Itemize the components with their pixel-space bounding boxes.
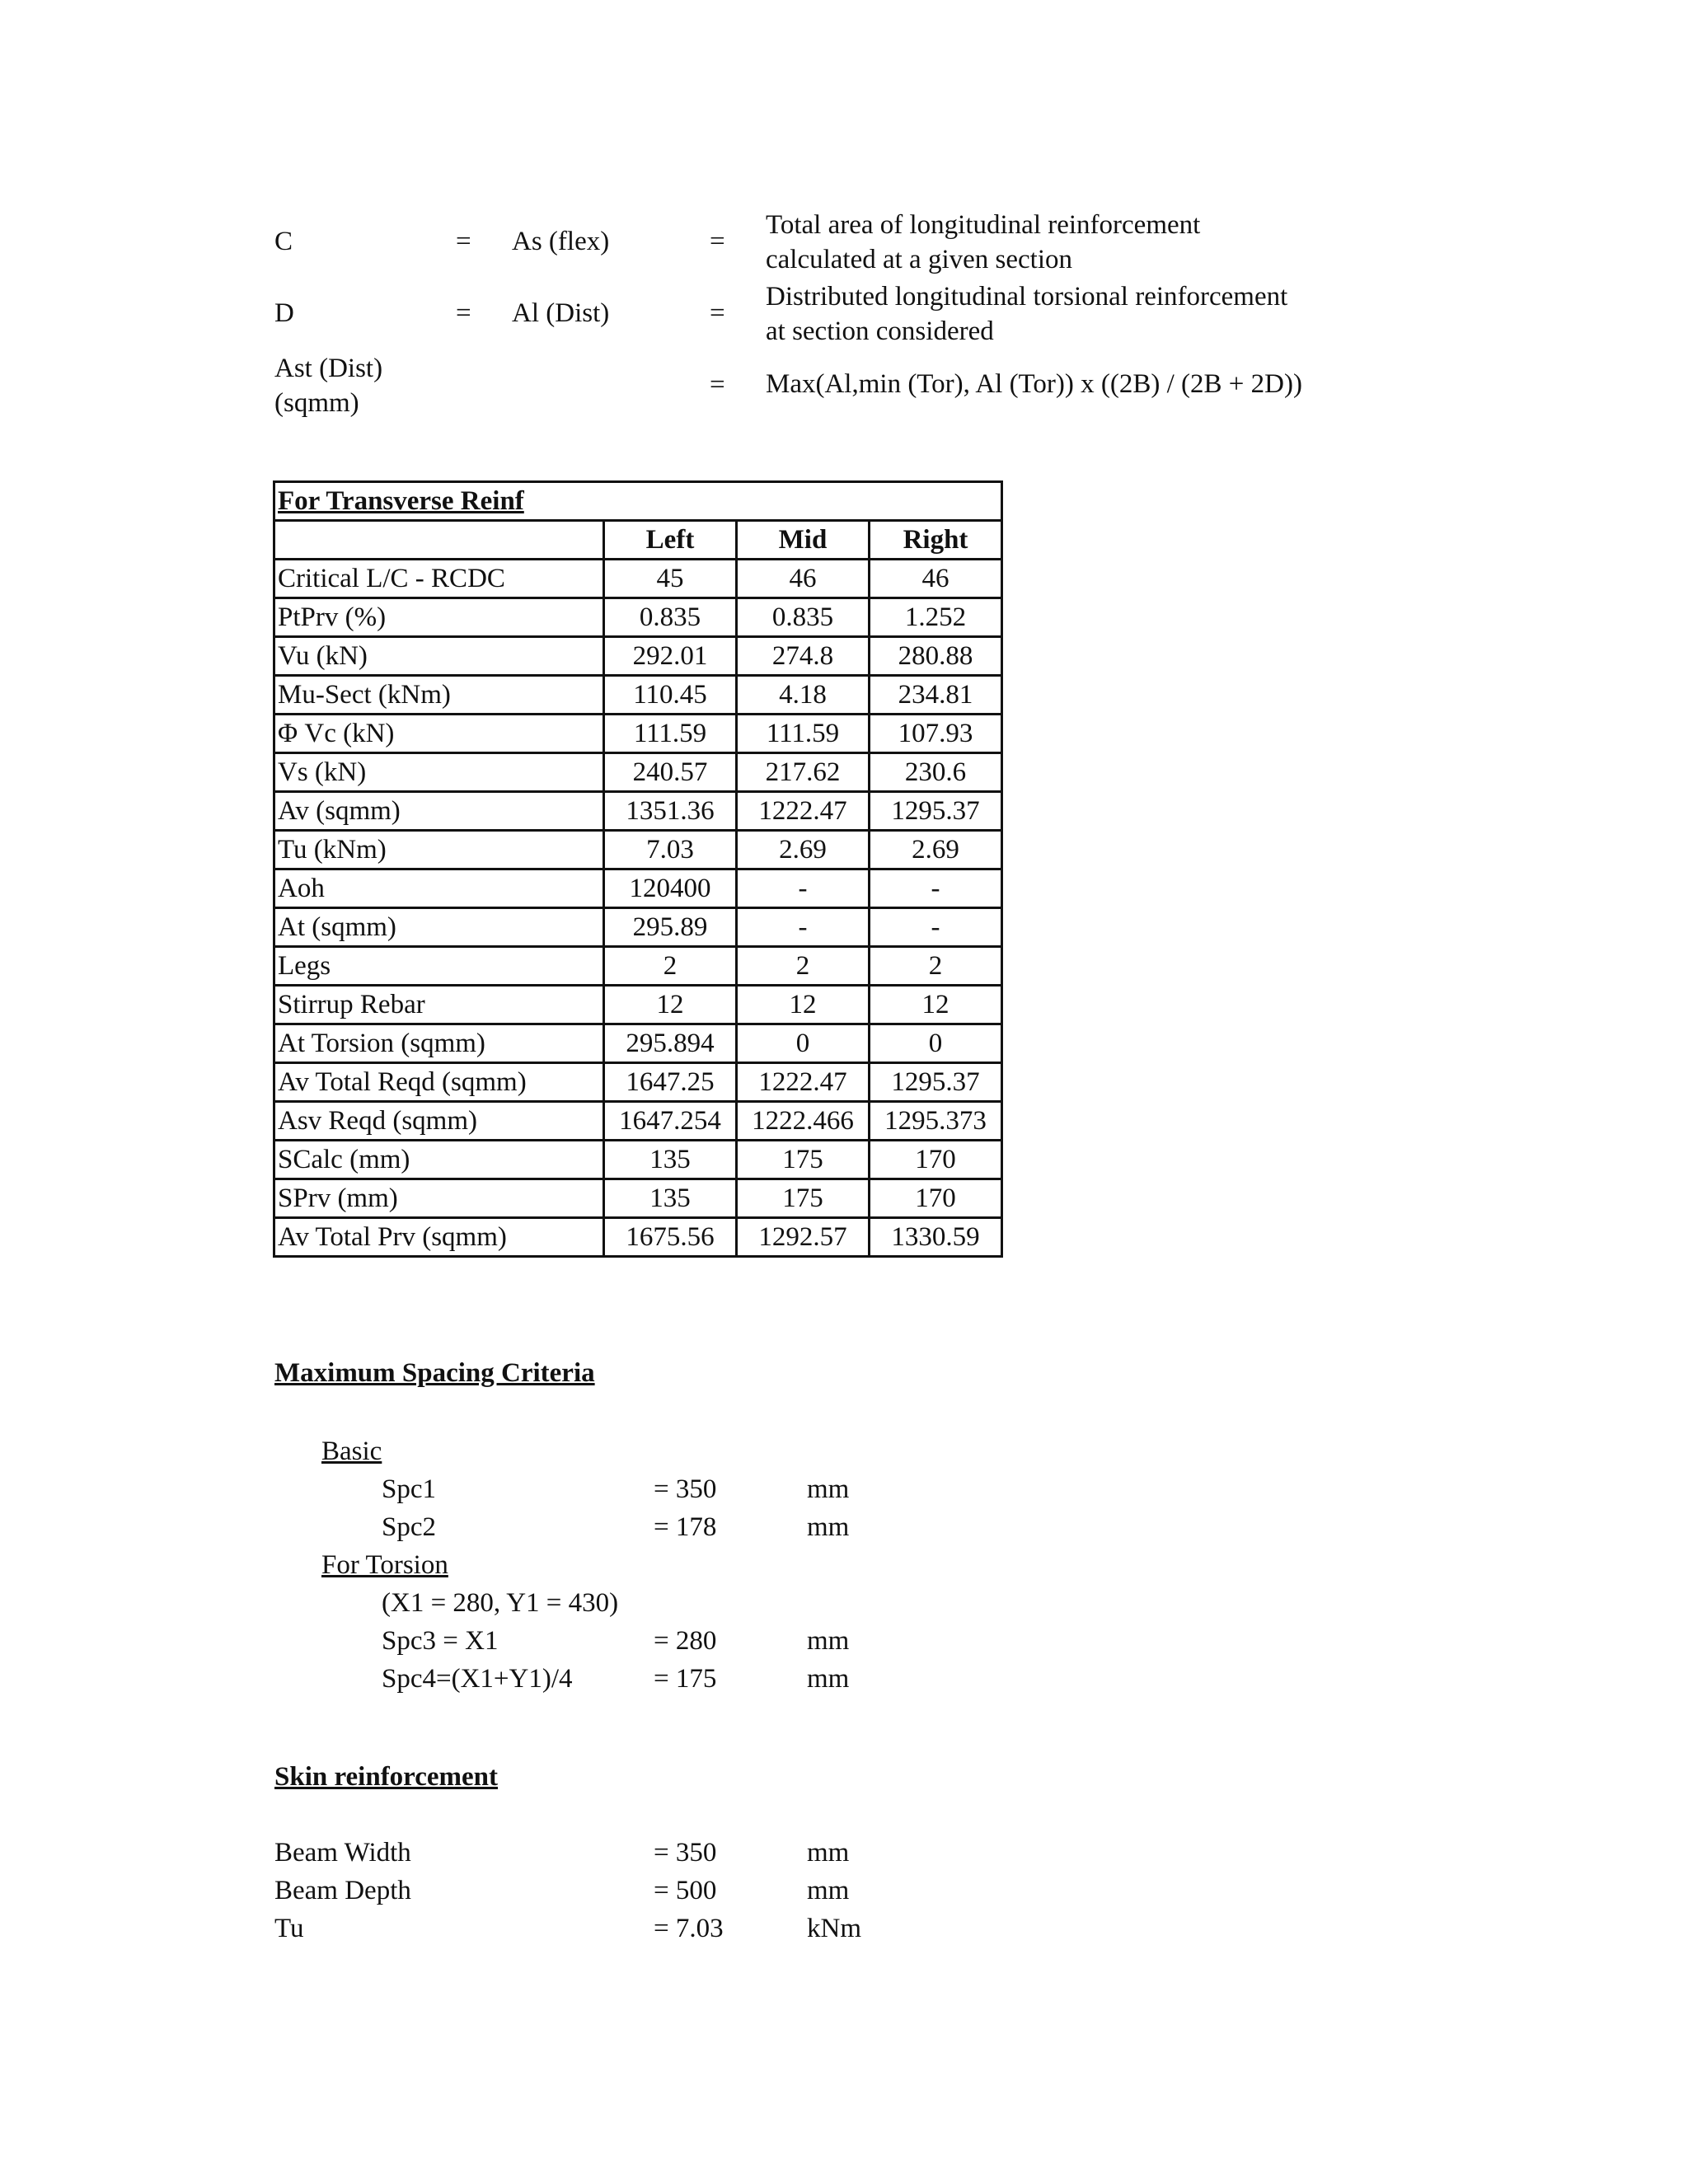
row-label: Asv Reqd (sqmm)	[274, 1102, 604, 1141]
beam-width-unit: mm	[807, 1838, 850, 1868]
row-label: Av Total Prv (sqmm)	[274, 1218, 604, 1257]
header-left: Left	[604, 521, 737, 560]
cell-right: 280.88	[870, 637, 1002, 676]
cell-mid: 12	[737, 986, 870, 1024]
cell-mid: 217.62	[737, 753, 870, 792]
cell-left: 12	[604, 986, 737, 1024]
cell-mid: 1222.466	[737, 1102, 870, 1141]
spc1-value: = 350	[654, 1474, 717, 1504]
cell-right: 12	[870, 986, 1002, 1024]
table-row	[274, 1063, 1002, 1102]
cell-right: 1295.37	[870, 792, 1002, 831]
spc4-value: = 175	[654, 1664, 717, 1694]
table-title: For Transverse Reinf	[274, 482, 1002, 521]
def-c-eq1: =	[456, 227, 471, 256]
row-label: SPrv (mm)	[274, 1179, 604, 1218]
table-row	[274, 753, 1002, 792]
cell-left: 2	[604, 947, 737, 986]
cell-left: 1675.56	[604, 1218, 737, 1257]
row-label: Stirrup Rebar	[274, 986, 604, 1024]
cell-right: 1330.59	[870, 1218, 1002, 1257]
spc3-label: Spc3 = X1	[382, 1626, 499, 1656]
spc3-unit: mm	[807, 1626, 850, 1656]
row-label: Mu-Sect (kNm)	[274, 676, 604, 715]
basic-label: Basic	[321, 1436, 382, 1466]
table-row	[274, 908, 1002, 947]
cell-mid: -	[737, 908, 870, 947]
cell-right: 234.81	[870, 676, 1002, 715]
def-d-desc-line2: at section considered	[766, 316, 994, 346]
cell-mid: 1222.47	[737, 1063, 870, 1102]
spc1-unit: mm	[807, 1474, 850, 1504]
cell-mid: 111.59	[737, 715, 870, 753]
table-row	[274, 676, 1002, 715]
cell-right: 1295.37	[870, 1063, 1002, 1102]
cell-mid: 175	[737, 1179, 870, 1218]
header-mid: Mid	[737, 521, 870, 560]
spc2-unit: mm	[807, 1512, 850, 1542]
cell-mid: 2.69	[737, 831, 870, 869]
table-row	[274, 986, 1002, 1024]
cell-left: 7.03	[604, 831, 737, 869]
cell-left: 295.894	[604, 1024, 737, 1063]
cell-right: -	[870, 908, 1002, 947]
def-ast-formula: Max(Al,min (Tor), Al (Tor)) x ((2B) / (2B + 2D))	[766, 369, 1302, 399]
cell-mid: 46	[737, 560, 870, 598]
row-label: Vs (kN)	[274, 753, 604, 792]
table-row	[274, 1218, 1002, 1257]
cell-mid: 175	[737, 1141, 870, 1179]
spc2-value: = 178	[654, 1512, 717, 1542]
cell-mid: 0	[737, 1024, 870, 1063]
cell-right: 170	[870, 1141, 1002, 1179]
def-d-symbol: D	[274, 298, 294, 328]
def-c-eq2: =	[710, 227, 725, 256]
row-label: Av Total Reqd (sqmm)	[274, 1063, 604, 1102]
table-row	[274, 637, 1002, 676]
def-c-description	[766, 209, 1200, 277]
spc3-value: = 280	[654, 1626, 717, 1656]
cell-left: 110.45	[604, 676, 737, 715]
table-title-row	[274, 482, 1002, 521]
skin-reinf-title: Skin reinforcement	[274, 1762, 499, 1792]
cell-mid: 274.8	[737, 637, 870, 676]
spc4-label: Spc4=(X1+Y1)/4	[382, 1664, 573, 1694]
cell-right: 107.93	[870, 715, 1002, 753]
row-label: At (sqmm)	[274, 908, 604, 947]
row-label: Legs	[274, 947, 604, 986]
table-row	[274, 1141, 1002, 1179]
cell-right: -	[870, 869, 1002, 908]
spc4-unit: mm	[807, 1664, 850, 1694]
row-label: At Torsion (sqmm)	[274, 1024, 604, 1063]
def-c-desc-line2: calculated at a given section	[766, 244, 1072, 274]
table-row	[274, 560, 1002, 598]
table-row	[274, 869, 1002, 908]
def-ast-symbol-line1: Ast (Dist)	[274, 354, 383, 383]
cell-right: 2	[870, 947, 1002, 986]
row-label: Av (sqmm)	[274, 792, 604, 831]
cell-left: 1351.36	[604, 792, 737, 831]
def-c-term: As (flex)	[512, 227, 610, 256]
def-ast-symbol-line2: (sqmm)	[274, 387, 359, 418]
table-row	[274, 947, 1002, 986]
cell-left: 135	[604, 1179, 737, 1218]
cell-left: 120400	[604, 869, 737, 908]
cell-left: 1647.254	[604, 1102, 737, 1141]
table-row	[274, 792, 1002, 831]
beam-width-label: Beam Width	[274, 1838, 411, 1868]
def-c-desc-line1: Total area of longitudinal reinforcement	[766, 210, 1201, 240]
row-label: Tu (kNm)	[274, 831, 604, 869]
tu-unit: kNm	[807, 1914, 861, 1943]
tu-label: Tu	[274, 1914, 304, 1943]
cell-mid: 1222.47	[737, 792, 870, 831]
torsion-label: For Torsion	[321, 1550, 448, 1580]
cell-left: 45	[604, 560, 737, 598]
cell-right: 2.69	[870, 831, 1002, 869]
header-blank-cell	[274, 521, 604, 560]
cell-mid: 0.835	[737, 598, 870, 637]
cell-mid: 2	[737, 947, 870, 986]
max-spacing-title: Maximum Spacing Criteria	[274, 1358, 595, 1388]
cell-left: 1647.25	[604, 1063, 737, 1102]
beam-depth-label: Beam Depth	[274, 1876, 411, 1905]
table-row	[274, 1179, 1002, 1218]
table-row	[274, 715, 1002, 753]
cell-left: 0.835	[604, 598, 737, 637]
cell-right: 1.252	[870, 598, 1002, 637]
row-label: Critical L/C - RCDC	[274, 560, 604, 598]
table-row	[274, 831, 1002, 869]
table-row	[274, 1102, 1002, 1141]
row-label: SCalc (mm)	[274, 1141, 604, 1179]
cell-right: 1295.373	[870, 1102, 1002, 1141]
cell-left: 135	[604, 1141, 737, 1179]
cell-left: 240.57	[604, 753, 737, 792]
def-d-eq1: =	[456, 298, 471, 328]
beam-depth-value: = 500	[654, 1876, 717, 1905]
cell-right: 0	[870, 1024, 1002, 1063]
row-label: Aoh	[274, 869, 604, 908]
beam-width-value: = 350	[654, 1838, 717, 1868]
row-label: Φ Vc (kN)	[274, 715, 604, 753]
def-ast-symbol	[274, 352, 382, 420]
def-d-eq2: =	[710, 298, 725, 328]
def-d-desc-line1: Distributed longitudinal torsional reinforcement	[766, 282, 1288, 312]
def-d-term: Al (Dist)	[512, 298, 610, 328]
table-header-row	[274, 521, 1002, 560]
def-c-symbol: C	[274, 227, 293, 256]
def-d-description	[766, 280, 1287, 349]
table-row	[274, 598, 1002, 637]
torsion-params: (X1 = 280, Y1 = 430)	[382, 1588, 619, 1618]
cell-right: 170	[870, 1179, 1002, 1218]
spc1-label: Spc1	[382, 1474, 436, 1504]
row-label: Vu (kN)	[274, 637, 604, 676]
cell-left: 295.89	[604, 908, 737, 947]
transverse-reinf-table	[273, 480, 1003, 1258]
cell-left: 111.59	[604, 715, 737, 753]
row-label: PtPrv (%)	[274, 598, 604, 637]
cell-mid: 1292.57	[737, 1218, 870, 1257]
cell-right: 46	[870, 560, 1002, 598]
header-right: Right	[870, 521, 1002, 560]
cell-mid: 4.18	[737, 676, 870, 715]
beam-depth-unit: mm	[807, 1876, 850, 1905]
tu-value: = 7.03	[654, 1914, 724, 1943]
table-row	[274, 1024, 1002, 1063]
cell-right: 230.6	[870, 753, 1002, 792]
spc2-label: Spc2	[382, 1512, 436, 1542]
cell-mid: -	[737, 869, 870, 908]
cell-left: 292.01	[604, 637, 737, 676]
def-ast-eq2: =	[710, 370, 725, 400]
